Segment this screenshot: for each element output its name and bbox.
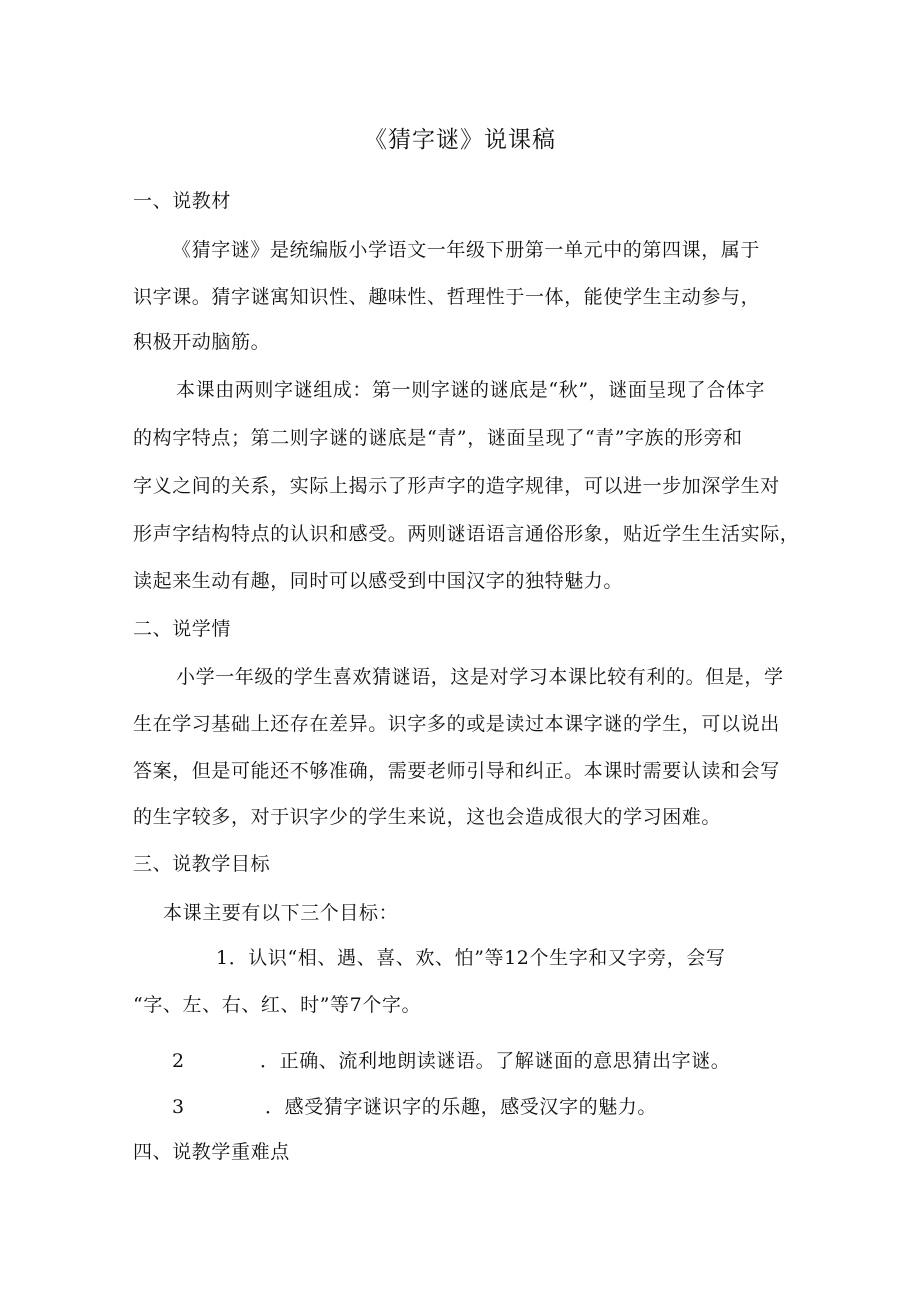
paragraph-line: 本课由两则字谜组成：第一则字谜的谜底是“秋”，谜面呈现了合体字 — [176, 379, 766, 401]
goal-item-2: ．正确、流利地朗读谜语。了解谜面的意思猜出字谜。 — [260, 1050, 731, 1072]
goal-item-1-cont: “字、左、右、红、时”等7个字。 — [133, 994, 422, 1016]
section-heading-1: 一、说教材 — [133, 190, 232, 212]
goals-intro: 本课主要有以下三个目标： — [163, 902, 399, 924]
paragraph-line: 读起来生动有趣，同时可以感受到中国汉字的独特魅力。 — [133, 570, 624, 592]
paragraph-line: 的构字特点；第二则字谜的谜底是“青”，谜面呈现了“青”字族的形旁和 — [133, 427, 743, 449]
goal-item-1: 1．认识“相、遇、喜、欢、怕”等12个生字和又字旁，会写 — [216, 947, 726, 969]
section-heading-2: 二、说学情 — [133, 618, 232, 640]
paragraph-line: 形声字结构特点的认识和感受。两则谜语语言通俗形象，贴近学生生活实际， — [133, 523, 800, 545]
document-title: 《猜字谜》说课稿 — [364, 127, 556, 153]
paragraph-line: 答案，但是可能还不够准确，需要老师引导和纠正。本课时需要认读和会写 — [133, 760, 780, 782]
paragraph-line: 积极开动脑筋。 — [133, 331, 271, 353]
section-heading-3: 三、说教学目标 — [133, 853, 271, 875]
goal-number-2: 2 — [172, 1050, 185, 1072]
section-heading-4: 四、说教学重难点 — [133, 1141, 290, 1163]
paragraph-line: 字义之间的关系，实际上揭示了形声字的造字规律，可以进一步加深学生对 — [133, 475, 780, 497]
goal-item-3: ．感受猜字谜识字的乐趣，感受汉字的魅力。 — [265, 1096, 658, 1118]
paragraph-line: 小学一年级的学生喜欢猜谜语，这是对学习本课比较有利的。但是，学 — [176, 666, 784, 688]
goal-number-3: 3 — [172, 1096, 185, 1118]
paragraph-line: 《猜字谜》是统编版小学语文一年级下册第一单元中的第四课，属于 — [172, 239, 761, 261]
paragraph-line: 生在学习基础上还存在差异。识字多的或是读过本课字谜的学生，可以说出 — [133, 713, 780, 735]
paragraph-line: 识字课。猜字谜寓知识性、趣味性、哲理性于一体，能使学生主动参与， — [133, 286, 761, 308]
paragraph-line: 的生字较多，对于识字少的学生来说，这也会造成很大的学习困难。 — [133, 806, 722, 828]
